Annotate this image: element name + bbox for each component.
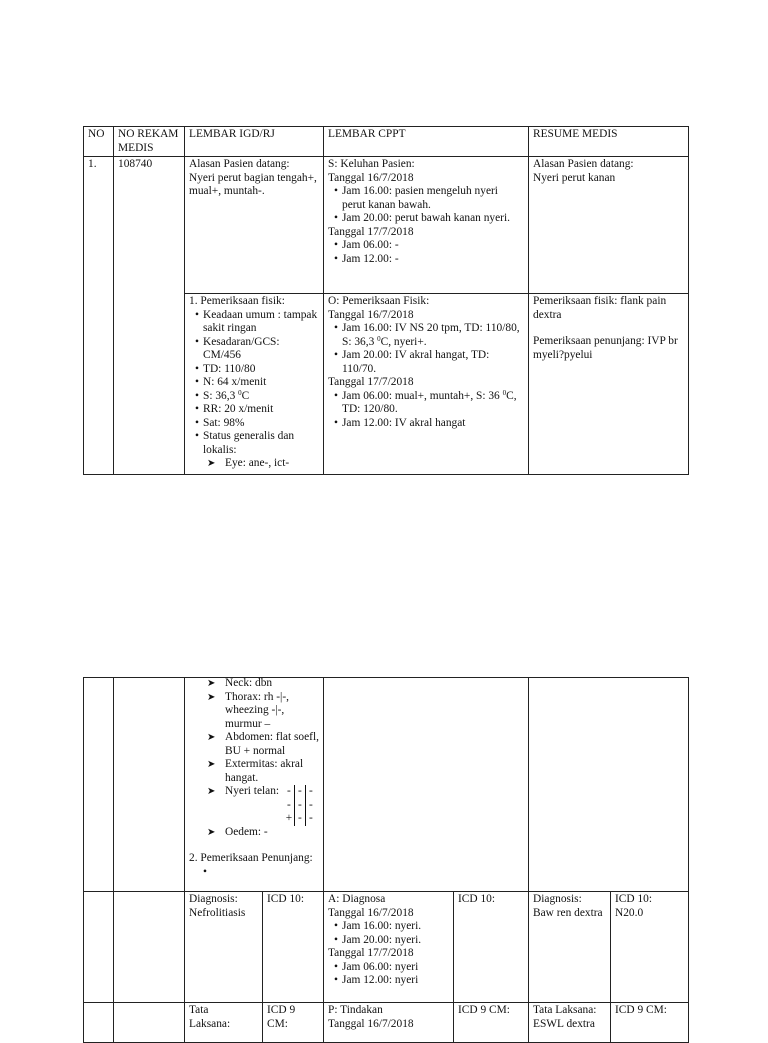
cppt-item-text: Jam 16.00: IV NS 20 tpm, TD: 110/80, S: 36,3 xyxy=(342,322,520,348)
cppt-plan-cell xyxy=(324,1003,454,1043)
grid-cell: - xyxy=(287,798,291,811)
grid-cell: - xyxy=(305,812,316,826)
igd-reason-title: Alasan Pasien datang: xyxy=(189,158,290,170)
cppt-objective-cell xyxy=(324,294,529,475)
igd-reason-text: Nyeri perut bagian tengah+, mual+, muntah-. xyxy=(189,171,317,197)
list-item: • Jam 12.00: IV akral hangat xyxy=(334,417,524,431)
cppt-list xyxy=(328,961,449,988)
icd9-label: ICD 9 CM: xyxy=(458,1004,510,1016)
cppt-assessment-title: A: Diagnosa xyxy=(328,893,386,905)
igd-diagnosis-cell xyxy=(185,892,263,1003)
igd-icd9-cell xyxy=(263,1003,324,1043)
medical-record-table-1 xyxy=(83,126,689,475)
list-item: • Jam 06.00: - xyxy=(334,239,524,253)
cppt-date: Tanggal 17/7/2018 xyxy=(328,376,414,388)
header-lembar-cppt: LEMBAR CPPT xyxy=(324,127,529,157)
degree-mark: 0 xyxy=(377,334,381,343)
resume-exam-cell xyxy=(529,294,689,475)
header-no-rekam-medis: NO REKAM MEDIS xyxy=(114,127,185,157)
list-item: ➤ Neck: dbn xyxy=(207,678,319,691)
grid-cell: - xyxy=(294,799,305,813)
cppt-date: Tanggal 16/7/2018 xyxy=(328,308,414,321)
cppt-objective-title: O: Pemeriksaan Fisik: xyxy=(328,295,430,307)
cppt-item-text: C, nyeri+. xyxy=(380,335,427,348)
resume-treatment-cell xyxy=(529,1003,611,1043)
resume-reason-text: Nyeri perut kanan xyxy=(533,171,616,184)
empty-cell xyxy=(114,678,185,892)
resume-supporting-exam: Pemeriksaan penunjang: IVP br myeli?pyelui xyxy=(533,335,678,361)
table-row xyxy=(84,892,689,1003)
cppt-plan-title: P: Tindakan xyxy=(328,1004,383,1016)
list-item: • Jam 06.00: nyeri xyxy=(334,961,449,975)
list-item xyxy=(195,390,319,404)
icd10-label: ICD 10: xyxy=(458,893,496,905)
nyeri-telan-grid xyxy=(284,785,316,826)
row-number: 1. xyxy=(84,157,114,475)
empty-cell xyxy=(84,678,114,892)
diagnosis-value: Nefrolitiasis xyxy=(189,906,246,919)
icd10-code: N20.0 xyxy=(615,906,644,919)
list-item: • Jam 20.00: perut bawah kanan nyeri. xyxy=(334,212,524,226)
temperature-text: S: 36,3 xyxy=(203,389,236,402)
resume-icd10-cell xyxy=(611,892,689,1003)
empty-cell xyxy=(114,1003,185,1043)
grid-cell: + xyxy=(285,812,293,824)
list-item: ➤ Thorax: rh -|-, wheezing -|-, murmur – xyxy=(207,691,319,732)
degree-mark: 0 xyxy=(238,388,242,397)
icd10-label: ICD 10: xyxy=(267,893,305,905)
grid-cell: - xyxy=(305,785,316,799)
igd-reason-cell xyxy=(185,157,324,294)
list-item: • Jam 20.00: nyeri. xyxy=(334,934,449,948)
resume-reason-cell xyxy=(529,157,689,294)
cppt-assessment-cell xyxy=(324,892,454,1003)
header-no: NO xyxy=(84,127,114,157)
supporting-exam-title: 2. Pemeriksaan Penunjang: xyxy=(189,852,313,864)
cppt-subjective-cell xyxy=(324,157,529,294)
resume-physical-exam: Pemeriksaan fisik: flank pain dextra xyxy=(533,295,667,321)
list-item: • Jam 12.00: nyeri xyxy=(334,974,449,988)
medical-record-table-2 xyxy=(83,677,689,1043)
header-lembar-igd: LEMBAR IGD/RJ xyxy=(185,127,324,157)
grid-cell: - xyxy=(305,799,316,813)
list-item: • Sat: 98% xyxy=(195,417,319,431)
cppt-date: Tanggal 17/7/2018 xyxy=(328,225,414,238)
diagnosis-value: Baw ren dextra xyxy=(533,906,603,919)
igd-physical-exam-cell xyxy=(185,294,324,475)
list-item: • Jam 20.00: IV akral hangat, TD: 110/70. xyxy=(334,349,524,376)
empty-cell xyxy=(84,1003,114,1043)
resume-icd9-cell xyxy=(611,1003,689,1043)
icd9-label: CM: xyxy=(267,1017,288,1030)
icd9-label: ICD 9 CM: xyxy=(615,1004,667,1016)
igd-icd10-cell xyxy=(263,892,324,1003)
treatment-value: ESWL dextra xyxy=(533,1017,595,1030)
list-item: • Status generalis dan lokalis: xyxy=(195,430,319,457)
grid-cell: - xyxy=(287,785,291,797)
list-item: • RR: 20 x/menit xyxy=(195,403,319,417)
list-item xyxy=(207,785,319,826)
igd-continued-cell xyxy=(185,678,324,892)
grid-cell: - xyxy=(294,785,305,799)
cppt-date: Tanggal 16/7/2018 xyxy=(328,1017,414,1030)
cppt-date: Tanggal 16/7/2018 xyxy=(328,171,414,184)
list-item xyxy=(334,322,524,349)
degree-mark: 0 xyxy=(502,388,507,397)
cppt-item-text: Jam 06.00: mual+, muntah+, S: 36 xyxy=(342,389,500,402)
list-item: • N: 64 x/menit xyxy=(195,376,319,390)
cppt-icd9-cell xyxy=(454,1003,529,1043)
empty-cell xyxy=(529,678,689,892)
igd-treatment-cell xyxy=(185,1003,263,1043)
table-header-row xyxy=(84,127,689,157)
list-item xyxy=(334,390,524,417)
arrow-list xyxy=(189,678,319,840)
medical-record-number: 108740 xyxy=(114,157,185,475)
list-item: • TD: 110/80 xyxy=(195,363,319,377)
table-row xyxy=(84,1003,689,1043)
table-row xyxy=(84,157,689,294)
treatment-label: Laksana: xyxy=(189,1017,231,1030)
treatment-label: Tata Laksana: xyxy=(533,1004,597,1016)
cppt-list xyxy=(328,920,449,947)
icd9-label: ICD 9 xyxy=(267,1004,296,1016)
header-resume-medis: RESUME MEDIS xyxy=(529,127,689,157)
cppt-list xyxy=(328,322,524,376)
resume-reason-title: Alasan Pasien datang: xyxy=(533,158,634,170)
nyeri-telan-label: Nyeri telan: xyxy=(225,785,280,797)
cppt-item-text: C, TD: 120/80. xyxy=(342,389,517,415)
cppt-icd10-cell xyxy=(454,892,529,1003)
list-item: • Jam 16.00: pasien mengeluh nyeri perut kanan bawah. xyxy=(334,185,524,212)
cppt-subjective-title: S: Keluhan Pasien: xyxy=(328,158,415,170)
resume-diagnosis-cell xyxy=(529,892,611,1003)
grid-cell: - xyxy=(294,812,305,826)
list-item: • Jam 16.00: nyeri. xyxy=(334,920,449,934)
list-item: • Keadaan umum : tampak sakit ringan xyxy=(195,309,319,336)
treatment-label: Tata xyxy=(189,1004,209,1016)
diagnosis-label: Diagnosis: xyxy=(189,893,238,905)
diagnosis-label: Diagnosis: xyxy=(533,893,582,905)
list-item: ➤ Eye: ane-, ict- xyxy=(207,457,319,471)
cppt-list xyxy=(328,390,524,431)
table-row xyxy=(84,678,689,892)
cppt-date: Tanggal 16/7/2018 xyxy=(328,906,414,919)
cppt-list xyxy=(328,239,524,266)
list-item: • Jam 12.00: - xyxy=(334,253,524,267)
physical-exam-title: 1. Pemeriksaan fisik: xyxy=(189,295,285,307)
cppt-list xyxy=(328,185,524,226)
empty-cell xyxy=(114,892,185,1003)
empty-cell xyxy=(84,892,114,1003)
temperature-unit: C xyxy=(241,389,250,402)
icd10-label: ICD 10: xyxy=(615,893,653,905)
physical-exam-list xyxy=(189,309,319,458)
cppt-date: Tanggal 17/7/2018 xyxy=(328,947,414,959)
list-item: ➤ Abdomen: flat soefl, BU + normal xyxy=(207,731,319,758)
arrow-list xyxy=(189,457,319,471)
list-item: ➤ Extermitas: akral hangat. xyxy=(207,758,319,785)
list-item: • Kesadaran/GCS: CM/456 xyxy=(195,336,319,363)
list-item: ➤ Oedem: - xyxy=(207,826,319,840)
empty-cell xyxy=(324,678,529,892)
